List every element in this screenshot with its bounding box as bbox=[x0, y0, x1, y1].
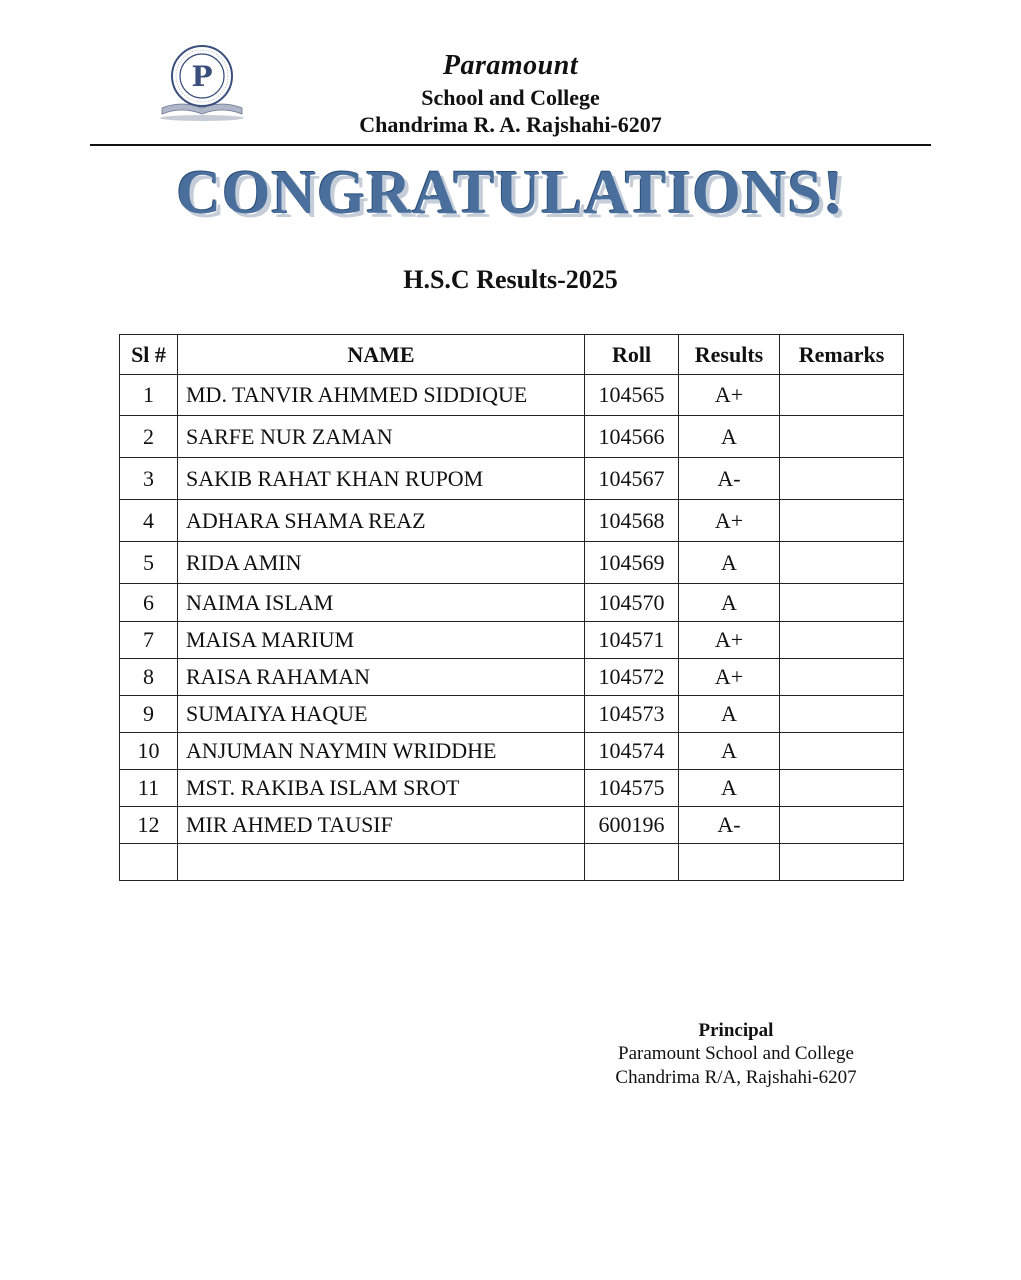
cell-remarks bbox=[780, 696, 904, 733]
cell-roll: 104565 bbox=[585, 375, 679, 416]
cell-sl: 3 bbox=[120, 458, 178, 500]
cell-sl: 8 bbox=[120, 659, 178, 696]
cell-name: RIDA AMIN bbox=[178, 542, 585, 584]
cell-remarks bbox=[780, 659, 904, 696]
school-logo bbox=[152, 42, 252, 122]
cell-sl: 11 bbox=[120, 770, 178, 807]
table-row bbox=[120, 542, 904, 584]
cell-result: A bbox=[679, 696, 780, 733]
institution-subtitle: School and College bbox=[421, 85, 600, 110]
cell-result: A+ bbox=[679, 375, 780, 416]
col-sl: Sl # bbox=[120, 335, 178, 375]
cell-remarks bbox=[780, 807, 904, 844]
cell-remarks bbox=[780, 500, 904, 542]
cell-name: ADHARA SHAMA REAZ bbox=[178, 500, 585, 542]
cell-roll: 104575 bbox=[585, 770, 679, 807]
cell-sl: 10 bbox=[120, 733, 178, 770]
table-row bbox=[120, 584, 904, 622]
cell-remarks bbox=[780, 733, 904, 770]
cell-remarks bbox=[780, 584, 904, 622]
cell-name: SARFE NUR ZAMAN bbox=[178, 416, 585, 458]
cell-result: A bbox=[679, 770, 780, 807]
cell-name: ANJUMAN NAYMIN WRIDDHE bbox=[178, 733, 585, 770]
cell-name: MST. RAKIBA ISLAM SROT bbox=[178, 770, 585, 807]
header-divider bbox=[90, 144, 931, 146]
table-row-empty bbox=[120, 844, 904, 881]
cell-remarks bbox=[780, 622, 904, 659]
cell-remarks bbox=[780, 770, 904, 807]
cell-result: A+ bbox=[679, 500, 780, 542]
cell-roll: 104568 bbox=[585, 500, 679, 542]
congratulations-banner: CONGRATULATIONS! bbox=[176, 159, 845, 227]
cell-name: SAKIB RAHAT KHAN RUPOM bbox=[178, 458, 585, 500]
cell-roll: 104572 bbox=[585, 659, 679, 696]
cell-name: RAISA RAHAMAN bbox=[178, 659, 585, 696]
cell-roll: 104570 bbox=[585, 584, 679, 622]
cell-result: A bbox=[679, 584, 780, 622]
table-row bbox=[120, 375, 904, 416]
cell-name: NAIMA ISLAM bbox=[178, 584, 585, 622]
table-header-row bbox=[120, 335, 904, 375]
table-row bbox=[120, 770, 904, 807]
cell-empty bbox=[679, 844, 780, 881]
signature-line-1: Paramount School and College bbox=[618, 1043, 854, 1064]
results-title: H.S.C Results-2025 bbox=[403, 265, 618, 294]
col-results: Results bbox=[679, 335, 780, 375]
cell-sl: 5 bbox=[120, 542, 178, 584]
cell-roll: 104566 bbox=[585, 416, 679, 458]
svg-text:P: P bbox=[191, 60, 213, 93]
cell-name: MD. TANVIR AHMMED SIDDIQUE bbox=[178, 375, 585, 416]
cell-result: A- bbox=[679, 458, 780, 500]
cell-roll: 104569 bbox=[585, 542, 679, 584]
cell-remarks bbox=[780, 375, 904, 416]
cell-sl: 9 bbox=[120, 696, 178, 733]
col-roll: Roll bbox=[585, 335, 679, 375]
cell-empty bbox=[178, 844, 585, 881]
table-row bbox=[120, 659, 904, 696]
cell-result: A+ bbox=[679, 622, 780, 659]
cell-sl: 1 bbox=[120, 375, 178, 416]
cell-empty bbox=[120, 844, 178, 881]
cell-remarks bbox=[780, 416, 904, 458]
cell-sl: 12 bbox=[120, 807, 178, 844]
table-row bbox=[120, 696, 904, 733]
cell-sl: 4 bbox=[120, 500, 178, 542]
cell-roll: 104567 bbox=[585, 458, 679, 500]
cell-result: A bbox=[679, 542, 780, 584]
institution-name: Paramount bbox=[442, 50, 579, 81]
table-row bbox=[120, 733, 904, 770]
cell-roll: 104571 bbox=[585, 622, 679, 659]
cell-result: A bbox=[679, 416, 780, 458]
cell-result: A- bbox=[679, 807, 780, 844]
cell-sl: 2 bbox=[120, 416, 178, 458]
table-row bbox=[120, 458, 904, 500]
cell-result: A bbox=[679, 733, 780, 770]
cell-name: MAISA MARIUM bbox=[178, 622, 585, 659]
cell-sl: 7 bbox=[120, 622, 178, 659]
cell-remarks bbox=[780, 542, 904, 584]
cell-remarks bbox=[780, 458, 904, 500]
cell-empty bbox=[585, 844, 679, 881]
cell-name: MIR AHMED TAUSIF bbox=[178, 807, 585, 844]
cell-roll: 600196 bbox=[585, 807, 679, 844]
institution-address: Chandrima R. A. Rajshahi-6207 bbox=[359, 112, 662, 137]
results-table bbox=[119, 334, 904, 881]
cell-roll: 104574 bbox=[585, 733, 679, 770]
col-remarks: Remarks bbox=[780, 335, 904, 375]
signature-line-2: Chandrima R/A, Rajshahi-6207 bbox=[615, 1067, 857, 1088]
table-row bbox=[120, 500, 904, 542]
signature-title: Principal bbox=[698, 1020, 774, 1041]
cell-sl: 6 bbox=[120, 584, 178, 622]
col-name: NAME bbox=[178, 335, 585, 375]
cell-roll: 104573 bbox=[585, 696, 679, 733]
table-row bbox=[120, 416, 904, 458]
table-row bbox=[120, 622, 904, 659]
table-row bbox=[120, 807, 904, 844]
cell-result: A+ bbox=[679, 659, 780, 696]
cell-name: SUMAIYA HAQUE bbox=[178, 696, 585, 733]
cell-empty bbox=[780, 844, 904, 881]
